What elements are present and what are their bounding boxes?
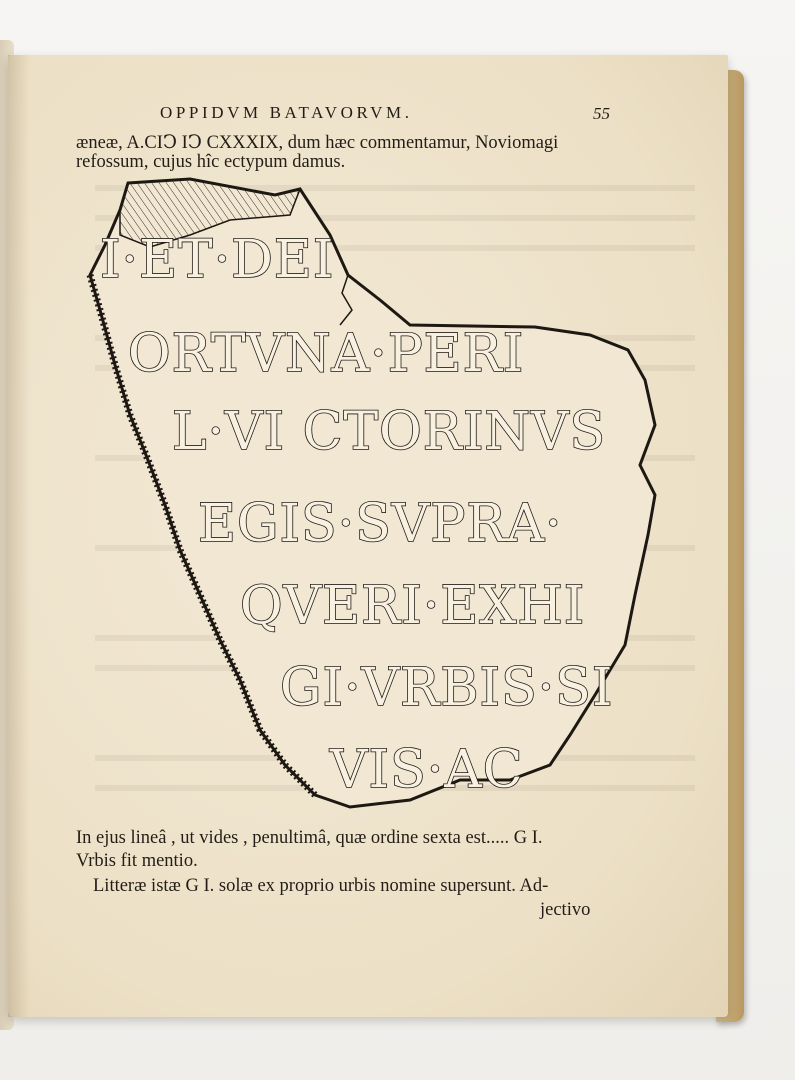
commentary-line-1: In ejus lineâ , ut vides , penultimâ, quæ ordine sexta est..... G I. — [76, 828, 543, 848]
commentary-line-3: Litteræ istæ G I. solæ ex proprio urbis nomine supersunt. Ad- — [93, 876, 549, 896]
intro-line-2: refossum, cujus hîc ectypum damus. — [76, 152, 346, 172]
inscription-fragment-svg — [80, 175, 680, 835]
inscription-line-1: I·ET·DEI — [100, 230, 335, 290]
commentary-line-2: Vrbis fit mentio. — [76, 851, 198, 871]
inscription-woodcut — [80, 175, 680, 840]
inscription-line-6: GI·VRBIS·SI — [280, 658, 614, 718]
inscription-line-2: ORTVNA·PERI — [128, 324, 525, 384]
running-head: OPPIDVM BATAVORVM. — [160, 103, 413, 122]
inscription-line-7: VIS·AC — [330, 740, 524, 800]
gutter-shadow — [8, 55, 30, 1017]
inscription-line-3: L·VI CTORINVS — [172, 402, 607, 462]
inscription-line-4: EGIS·SVPRA· — [198, 494, 563, 554]
page-number: 55 — [593, 104, 610, 123]
inscription-line-5: QVERI·EXHI — [240, 576, 586, 636]
intro-line-1: æneæ, A.CIↃ IↃ CXXXIX, dum hæc commentamur, Noviomagi — [76, 133, 559, 153]
catchword: jectivo — [540, 900, 591, 920]
